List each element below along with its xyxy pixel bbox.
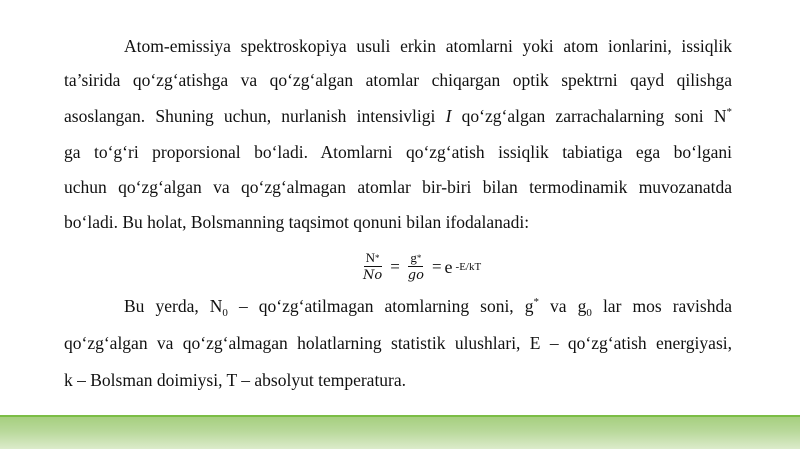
text: qo‘zg‘algan zarrachalarning soni N (451, 106, 727, 126)
text: bo‘ladi. Bu holat, Bolsmanning taqsimot qonuni bilan ifodalanadi: (64, 212, 530, 232)
fraction-denominator: go (407, 268, 424, 283)
paragraph-line-2 (64, 68, 732, 92)
superscript: * (726, 106, 732, 118)
text: Atom-emissiya spektroskopiya usuli erkin atomlarni yoki atom ionlarini, issiqlik (124, 36, 732, 56)
text: k – Bolsman doimiysi, T – absolyut temperatura. (64, 370, 407, 390)
text: uchun qo‘zg‘algan va qo‘zg‘almagan atomlar bir-biri bilan termodinamik muvozanatda (64, 177, 732, 197)
footer-green-bar (0, 417, 800, 449)
text: va g (539, 296, 587, 316)
paragraph-line-6 (64, 210, 732, 234)
equals-sign: = (431, 257, 442, 276)
exponential-base: e (444, 256, 453, 277)
paragraph-line-3 (64, 104, 732, 128)
text: Bu yerda, N (124, 296, 223, 316)
text: asoslangan. Shuning uchun, nurlanish intensivligi (64, 106, 446, 126)
symbol: N (365, 250, 376, 265)
equals-sign: = (390, 257, 400, 276)
exponent: -E/kT (455, 261, 482, 273)
subscript: 0 (222, 307, 228, 319)
text: qo‘zg‘algan va qo‘zg‘almagan holatlarning statistik ulushlari, E – qo‘zg‘atish energiyasi, (64, 333, 732, 353)
paragraph-line-1 (124, 34, 732, 58)
symbol-star: * (416, 253, 422, 263)
paragraph-line-7 (124, 294, 732, 318)
symbol: g (410, 250, 417, 265)
fraction-numerator (408, 251, 423, 267)
text: ga to‘g‘ri proporsional bo‘ladi. Atomlarni qo‘zg‘atish issiqlik tabiatiga ega bo‘lgani (64, 142, 732, 162)
superscript: * (533, 296, 539, 308)
fraction-g-star-over-go (406, 251, 426, 283)
symbol-star: * (375, 253, 380, 263)
fraction-numerator (364, 251, 382, 267)
fraction-denominator: No (363, 268, 383, 283)
text: lar mos ravishda (591, 296, 732, 316)
intensity-variable: I (445, 106, 452, 126)
subscript: 0 (586, 307, 592, 319)
boltzmann-formula (358, 247, 481, 287)
text: – qo‘zg‘atilmagan atomlarning soni, g (227, 296, 534, 316)
text: ta’sirida qo‘zg‘atishga va qo‘zg‘algan atomlar chiqargan optik spektrni qayd qilishga (64, 70, 732, 90)
paragraph-line-5 (64, 175, 732, 199)
paragraph-line-8 (64, 331, 732, 355)
paragraph-line-4 (64, 140, 732, 164)
paragraph-line-9 (64, 368, 732, 392)
fraction-n-star-over-no (361, 251, 384, 283)
